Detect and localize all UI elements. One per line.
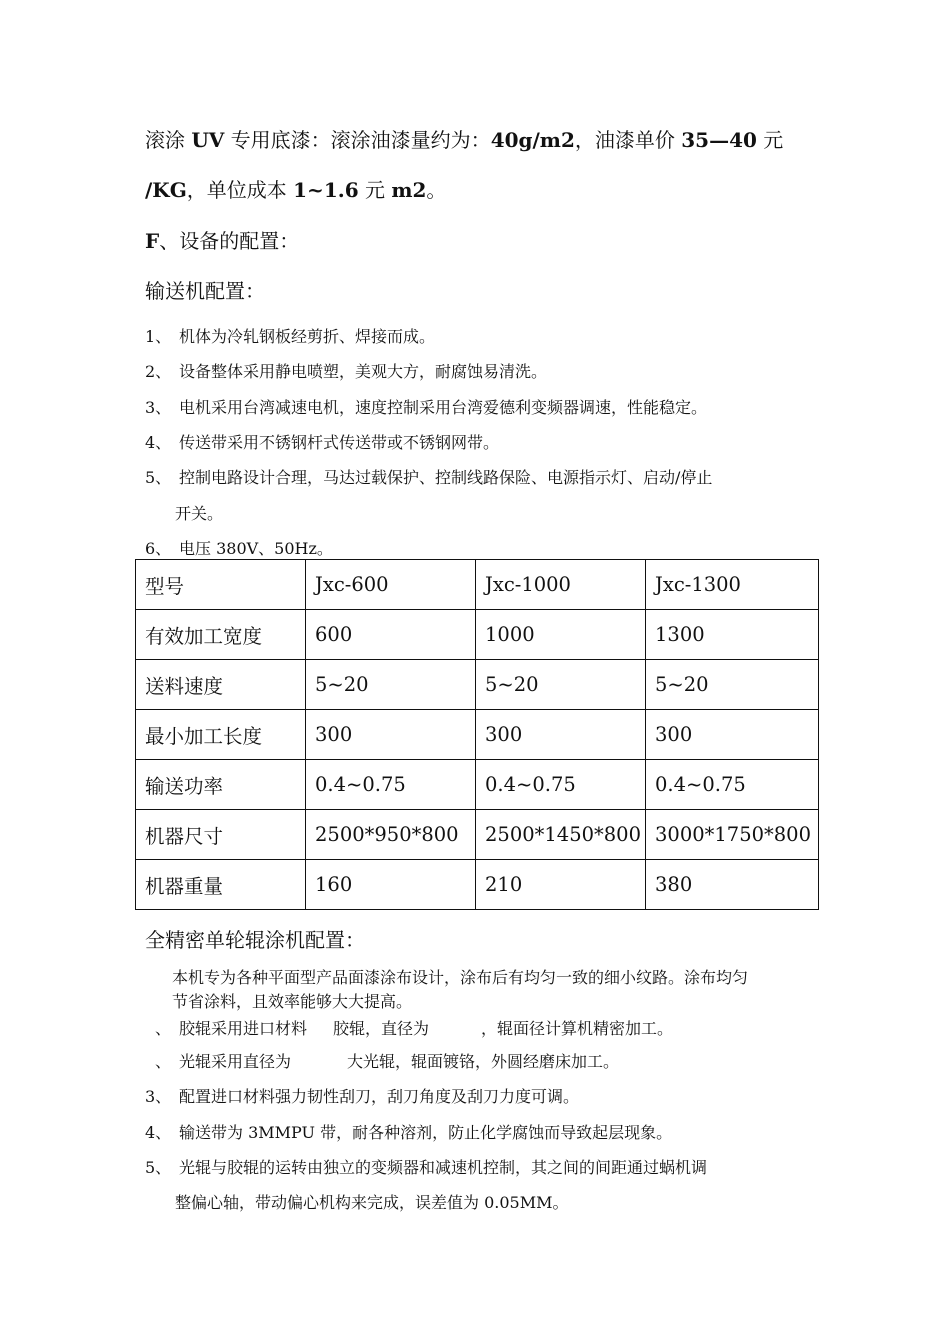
table-cell: 300 (476, 710, 646, 760)
table-cell: 600 (306, 610, 476, 660)
table-row (136, 710, 819, 760)
list-item: 4、 传送带采用不锈钢杆式传送带或不锈钢网带。 (145, 433, 500, 452)
table-cell: 0.4~0.75 (646, 760, 819, 810)
list-item: 3、 电机采用台湾减速电机，速度控制采用台湾爱德利变频器调速，性能稳定。 (145, 398, 708, 417)
table-cell: 5~20 (476, 660, 646, 710)
roller-description-line-2: 节省涂料，且效率能够大大提高。 (172, 992, 413, 1011)
list-item: 、 光辊采用直径为 大光辊，辊面镀铬，外圆经磨床加工。 (155, 1052, 620, 1071)
list-item: 、 胶辊采用进口材料 胶辊，直径为 ，辊面径计算机精密加工。 (155, 1019, 674, 1038)
intro-line-1: 滚涂 UV 专用底漆：滚涂油漆量约为：40g/m2，油漆单价 35—40 元 (145, 128, 784, 152)
table-cell: 2500*950*800 (306, 810, 476, 860)
table-cell: 5~20 (646, 660, 819, 710)
table-cell: 160 (306, 860, 476, 910)
table-cell: 1300 (646, 610, 819, 660)
table-cell: 机器尺寸 (136, 810, 306, 860)
list-item: 1、 机体为冷轧钢板经剪折、焊接而成。 (145, 327, 436, 346)
roller-description-line-1: 本机专为各种平面型产品面漆涂布设计，涂布后有均匀一致的细小纹路。涂布均匀 (172, 968, 749, 987)
table-cell: Jxc-1300 (646, 560, 819, 610)
table-row (136, 560, 819, 610)
table-row (136, 760, 819, 810)
table-cell: 最小加工长度 (136, 710, 306, 760)
table-cell: 300 (306, 710, 476, 760)
table-cell: Jxc-600 (306, 560, 476, 610)
table-cell: 1000 (476, 610, 646, 660)
intro-line-2: /KG，单位成本 1~1.6 元 m2。 (145, 178, 447, 202)
list-item: 5、 光辊与胶辊的运转由独立的变频器和减速机控制，其之间的间距通过蜗机调 (145, 1158, 708, 1177)
table-cell: Jxc-1000 (476, 560, 646, 610)
table-cell: 210 (476, 860, 646, 910)
list-item: 2、 设备整体采用静电喷塑，美观大方，耐腐蚀易清洗。 (145, 362, 548, 381)
list-item: 6、 电压 380V、50Hz。 (145, 539, 333, 558)
table-row (136, 810, 819, 860)
table-cell: 5~20 (306, 660, 476, 710)
table-cell: 机器重量 (136, 860, 306, 910)
table-cell: 380 (646, 860, 819, 910)
table-cell: 0.4~0.75 (306, 760, 476, 810)
table-cell: 300 (646, 710, 819, 760)
table-cell: 0.4~0.75 (476, 760, 646, 810)
spec-table (135, 559, 819, 910)
table-cell: 有效加工宽度 (136, 610, 306, 660)
conveyor-heading: 输送机配置： (145, 279, 265, 303)
list-item-continuation: 整偏心轴，带动偏心机构来完成，误差值为 0.05MM。 (175, 1193, 569, 1212)
table-row (136, 860, 819, 910)
table-cell: 2500*1450*800 (476, 810, 646, 860)
table-cell: 送料速度 (136, 660, 306, 710)
table-row (136, 610, 819, 660)
table-cell: 输送功率 (136, 760, 306, 810)
roller-heading: 全精密单轮辊涂机配置： (145, 928, 365, 952)
table-cell: 型号 (136, 560, 306, 610)
list-item-continuation: 开关。 (175, 504, 224, 523)
table-row (136, 660, 819, 710)
table-cell: 3000*1750*800 (646, 810, 819, 860)
list-item: 4、 输送带为 3MMPU 带，耐各种溶剂，防止化学腐蚀而导致起层现象。 (145, 1123, 673, 1142)
section-f-heading: F、设备的配置： (145, 229, 300, 253)
list-item: 3、 配置进口材料强力韧性刮刀，刮刀角度及刮刀力度可调。 (145, 1087, 580, 1106)
list-item: 5、 控制电路设计合理，马达过载保护、控制线路保险、电源指示灯、启动/停止 (145, 468, 713, 487)
